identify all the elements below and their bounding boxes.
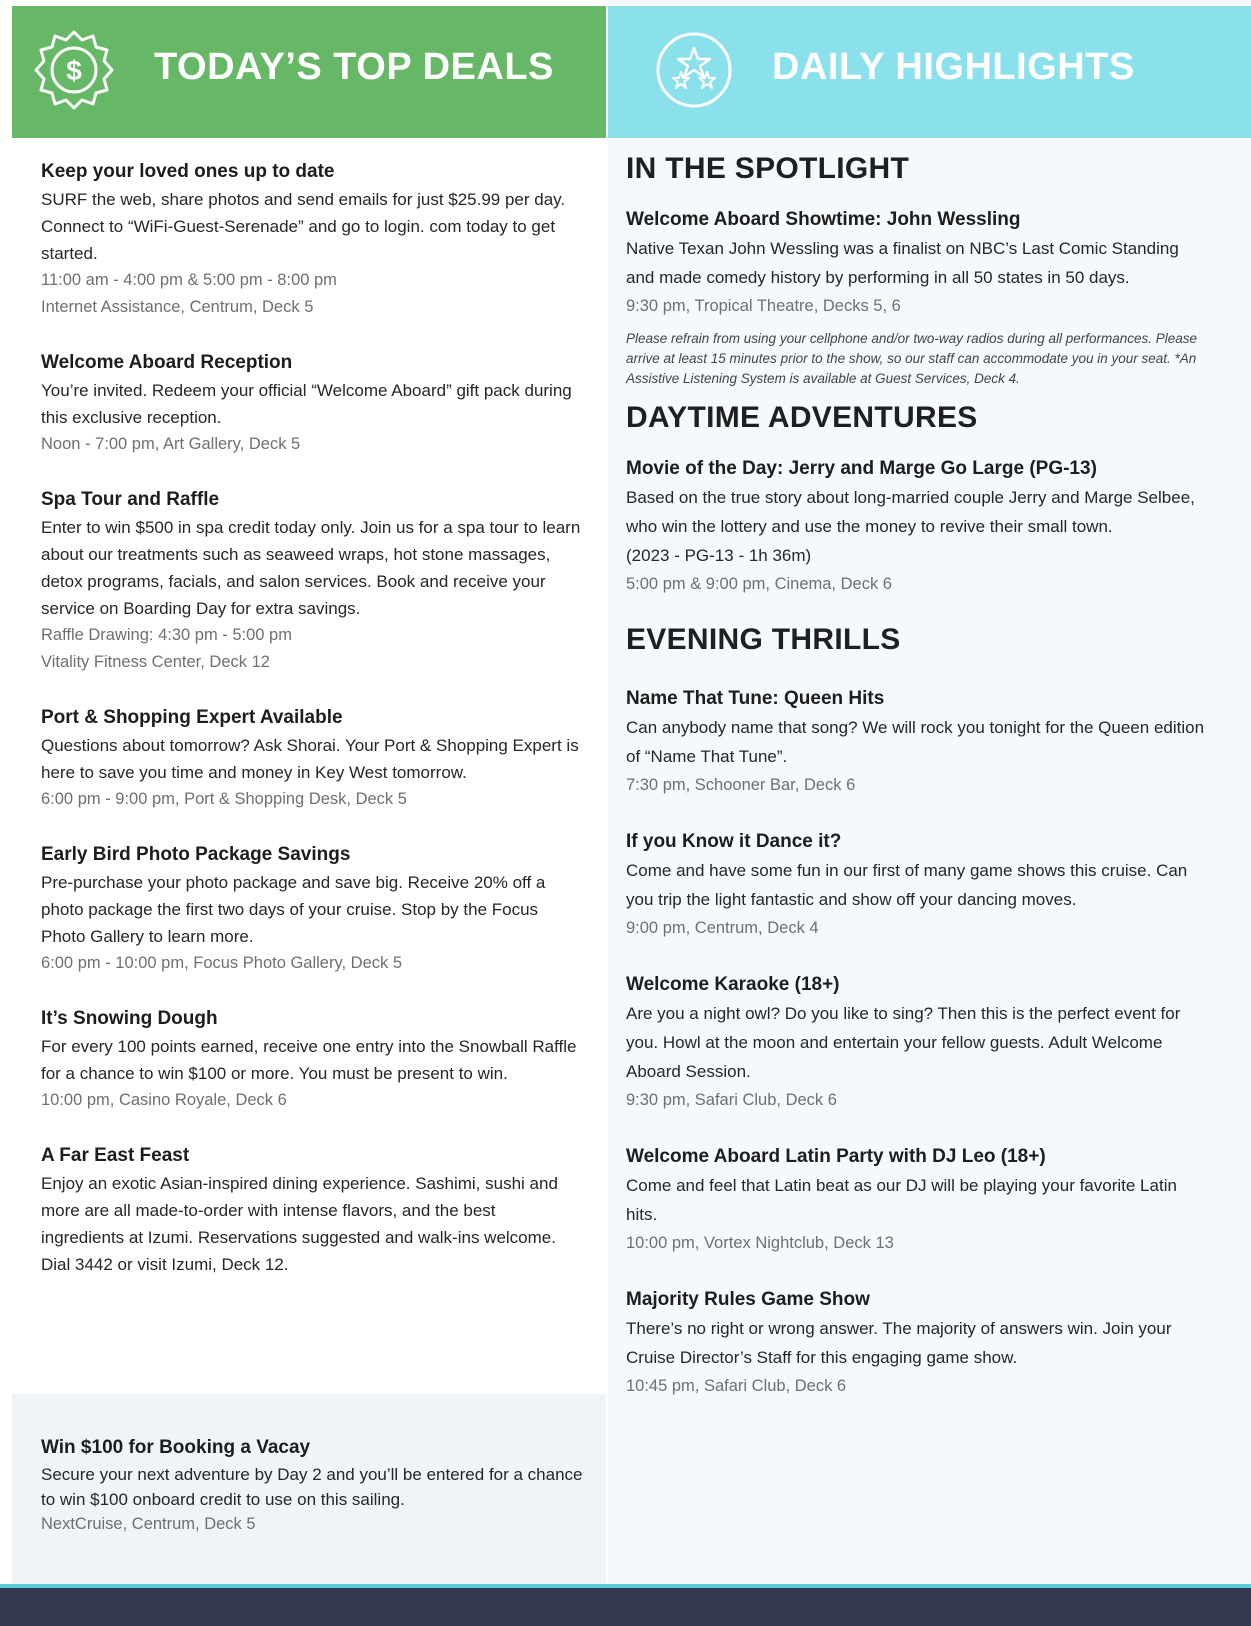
evening-time-location: 9:30 pm, Safari Club, Deck 6 [626,1091,837,1109]
daytime-title: Movie of the Day: Jerry and Marge Go Large (PG-13) [626,458,1097,479]
deal-description: For every 100 points earned, receive one entry into the Snowball Raffle for a chance to win $100 or more. You must be present to win. [41,1037,577,1083]
deal-item [41,841,581,977]
deals-list [41,158,581,1306]
evening-time-location: 7:30 pm, Schooner Bar, Deck 6 [626,776,856,794]
dollar-badge-icon [32,28,116,112]
spotlight-note: Please refrain from using your cellphone and/or two-way radios during all performances. Please arrive at least 15 minutes prior to the show, so our staff can accommodate you in your seat. *An Assistive Listening System is available at Guest Services, Deck 4. [626,331,1198,386]
deal-time-location: 6:00 pm - 10:00 pm, Focus Photo Gallery, Deck 5 [41,954,403,972]
evening-description: There’s no right or wrong answer. The majority of answers win. Join your Cruise Director’s Staff for this engaging game show. [626,1319,1172,1367]
deal-title: Early Bird Photo Package Savings [41,844,351,865]
evening-title: Majority Rules Game Show [626,1289,870,1310]
spotlight-description: Native Texan John Wessling was a finalist on NBC’s Last Comic Standing and made comedy history by performing in all 50 states in 50 days. [626,239,1179,287]
top-deals-banner [12,6,606,138]
daytime-item [626,455,1206,599]
evening-title: Welcome Karaoke (18+) [626,974,840,995]
deal-description: SURF the web, share photos and send emails for just $25.99 per day. Connect to “WiFi-Guest-Serenade” and go to login. com today to get started. [41,190,566,263]
deal-title: It’s Snowing Dough [41,1008,218,1029]
deal-time-location: 10:00 pm, Casino Royale, Deck 6 [41,1091,287,1109]
deal-title: Welcome Aboard Reception [41,352,293,373]
deal-title: A Far East Feast [41,1145,190,1166]
spotlight-item [626,206,1206,389]
evening-title: If you Know it Dance it? [626,831,842,852]
evening-description: Come and feel that Latin beat as our DJ will be playing your favorite Latin hits. [626,1176,1177,1224]
deal-item [41,349,581,458]
deal-item [41,158,581,321]
promo-title: Win $100 for Booking a Vacay [41,1437,311,1458]
deal-title: Port & Shopping Expert Available [41,707,343,728]
daytime-heading: DAYTIME ADVENTURES [626,401,978,434]
deal-location: Vitality Fitness Center, Deck 12 [41,653,270,671]
evening-description: Are you a night owl? Do you like to sing? Then this is the perfect event for you. Howl at the moon and entertain your fellow guests. Adult Welcome Aboard Session. [626,1004,1181,1081]
deal-time: 11:00 am - 4:00 pm & 5:00 pm - 8:00 pm [41,271,337,289]
deal-description: Pre-purchase your photo package and save big. Receive 20% off a photo package the first two days of your cruise. Stop by the Focus Photo Gallery to learn more. [41,873,546,946]
deal-title: Keep your loved ones up to date [41,161,335,182]
deal-item [41,1005,581,1114]
spotlight-heading: IN THE SPOTLIGHT [626,152,910,185]
spotlight-time-location: 9:30 pm, Tropical Theatre, Decks 5, 6 [626,297,901,315]
evening-item [626,828,1206,943]
spotlight-title: Welcome Aboard Showtime: John Wessling [626,209,1021,230]
daytime-rating: (2023 - PG-13 - 1h 36m) [626,546,812,565]
evening-title: Name That Tune: Queen Hits [626,688,885,709]
promo-box [12,1394,606,1590]
svg-text:$: $ [66,55,82,86]
footer-bar [0,1588,1251,1626]
daytime-description: Based on the true story about long-married couple Jerry and Marge Selbee, who win the lottery and use the money to revive their small town. [626,488,1195,536]
highlights-list [626,150,1206,1425]
promo-content [41,1434,601,1537]
evening-time-location: 10:45 pm, Safari Club, Deck 6 [626,1377,847,1395]
evening-item [626,685,1206,800]
evening-description: Come and have some fun in our first of many game shows this cruise. Can you trip the light fantastic and show off your dancing moves. [626,861,1188,909]
evening-heading: EVENING THRILLS [626,623,901,656]
daytime-time-location: 5:00 pm & 9:00 pm, Cinema, Deck 6 [626,575,892,593]
daily-highlights-title: DAILY HIGHLIGHTS [772,46,1135,88]
deal-time: Raffle Drawing: 4:30 pm - 5:00 pm [41,626,292,644]
deal-description: You’re invited. Redeem your official “Welcome Aboard” gift pack during this exclusive reception. [41,381,572,427]
evening-item [626,1143,1206,1258]
stars-circle-icon [652,28,736,112]
deal-time-location: Noon - 7:00 pm, Art Gallery, Deck 5 [41,435,301,453]
evening-item [626,971,1206,1115]
top-deals-title: TODAY’S TOP DEALS [154,46,554,88]
deal-item [41,704,581,813]
deal-description: Questions about tomorrow? Ask Shorai. Your Port & Shopping Expert is here to save you time and money in Key West tomorrow. [41,736,579,782]
deal-item [41,1142,581,1278]
evening-title: Welcome Aboard Latin Party with DJ Leo (18+) [626,1146,1046,1167]
evening-description: Can anybody name that song? We will rock you tonight for the Queen edition of “Name That Tune”. [626,718,1205,766]
promo-description: Secure your next adventure by Day 2 and you’ll be entered for a chance to win $100 onboard credit to use on this sailing. [41,1465,583,1509]
deal-location: Internet Assistance, Centrum, Deck 5 [41,298,314,316]
evening-time-location: 9:00 pm, Centrum, Deck 4 [626,919,819,937]
evening-time-location: 10:00 pm, Vortex Nightclub, Deck 13 [626,1234,894,1252]
deal-title: Spa Tour and Raffle [41,489,220,510]
deal-item [41,486,581,676]
deal-time-location: 6:00 pm - 9:00 pm, Port & Shopping Desk, Deck 5 [41,790,407,808]
deal-description: Enjoy an exotic Asian-inspired dining experience. Sashimi, sushi and more are all made-to-order with intense flavors, and the best ingredients at Izumi. Reservations suggested and walk-ins welcome. Dial 3442 or visit Izumi, Deck 12. [41,1174,558,1274]
promo-location: NextCruise, Centrum, Deck 5 [41,1515,256,1533]
daily-highlights-banner [608,6,1251,138]
evening-item [626,1286,1206,1401]
deal-description: Enter to win $500 in spa credit today only. Join us for a spa tour to learn about our treatments such as seaweed wraps, hot stone massages, detox programs, facials, and salon services. Book and receive your service on Boarding Day for extra savings. [41,518,581,618]
